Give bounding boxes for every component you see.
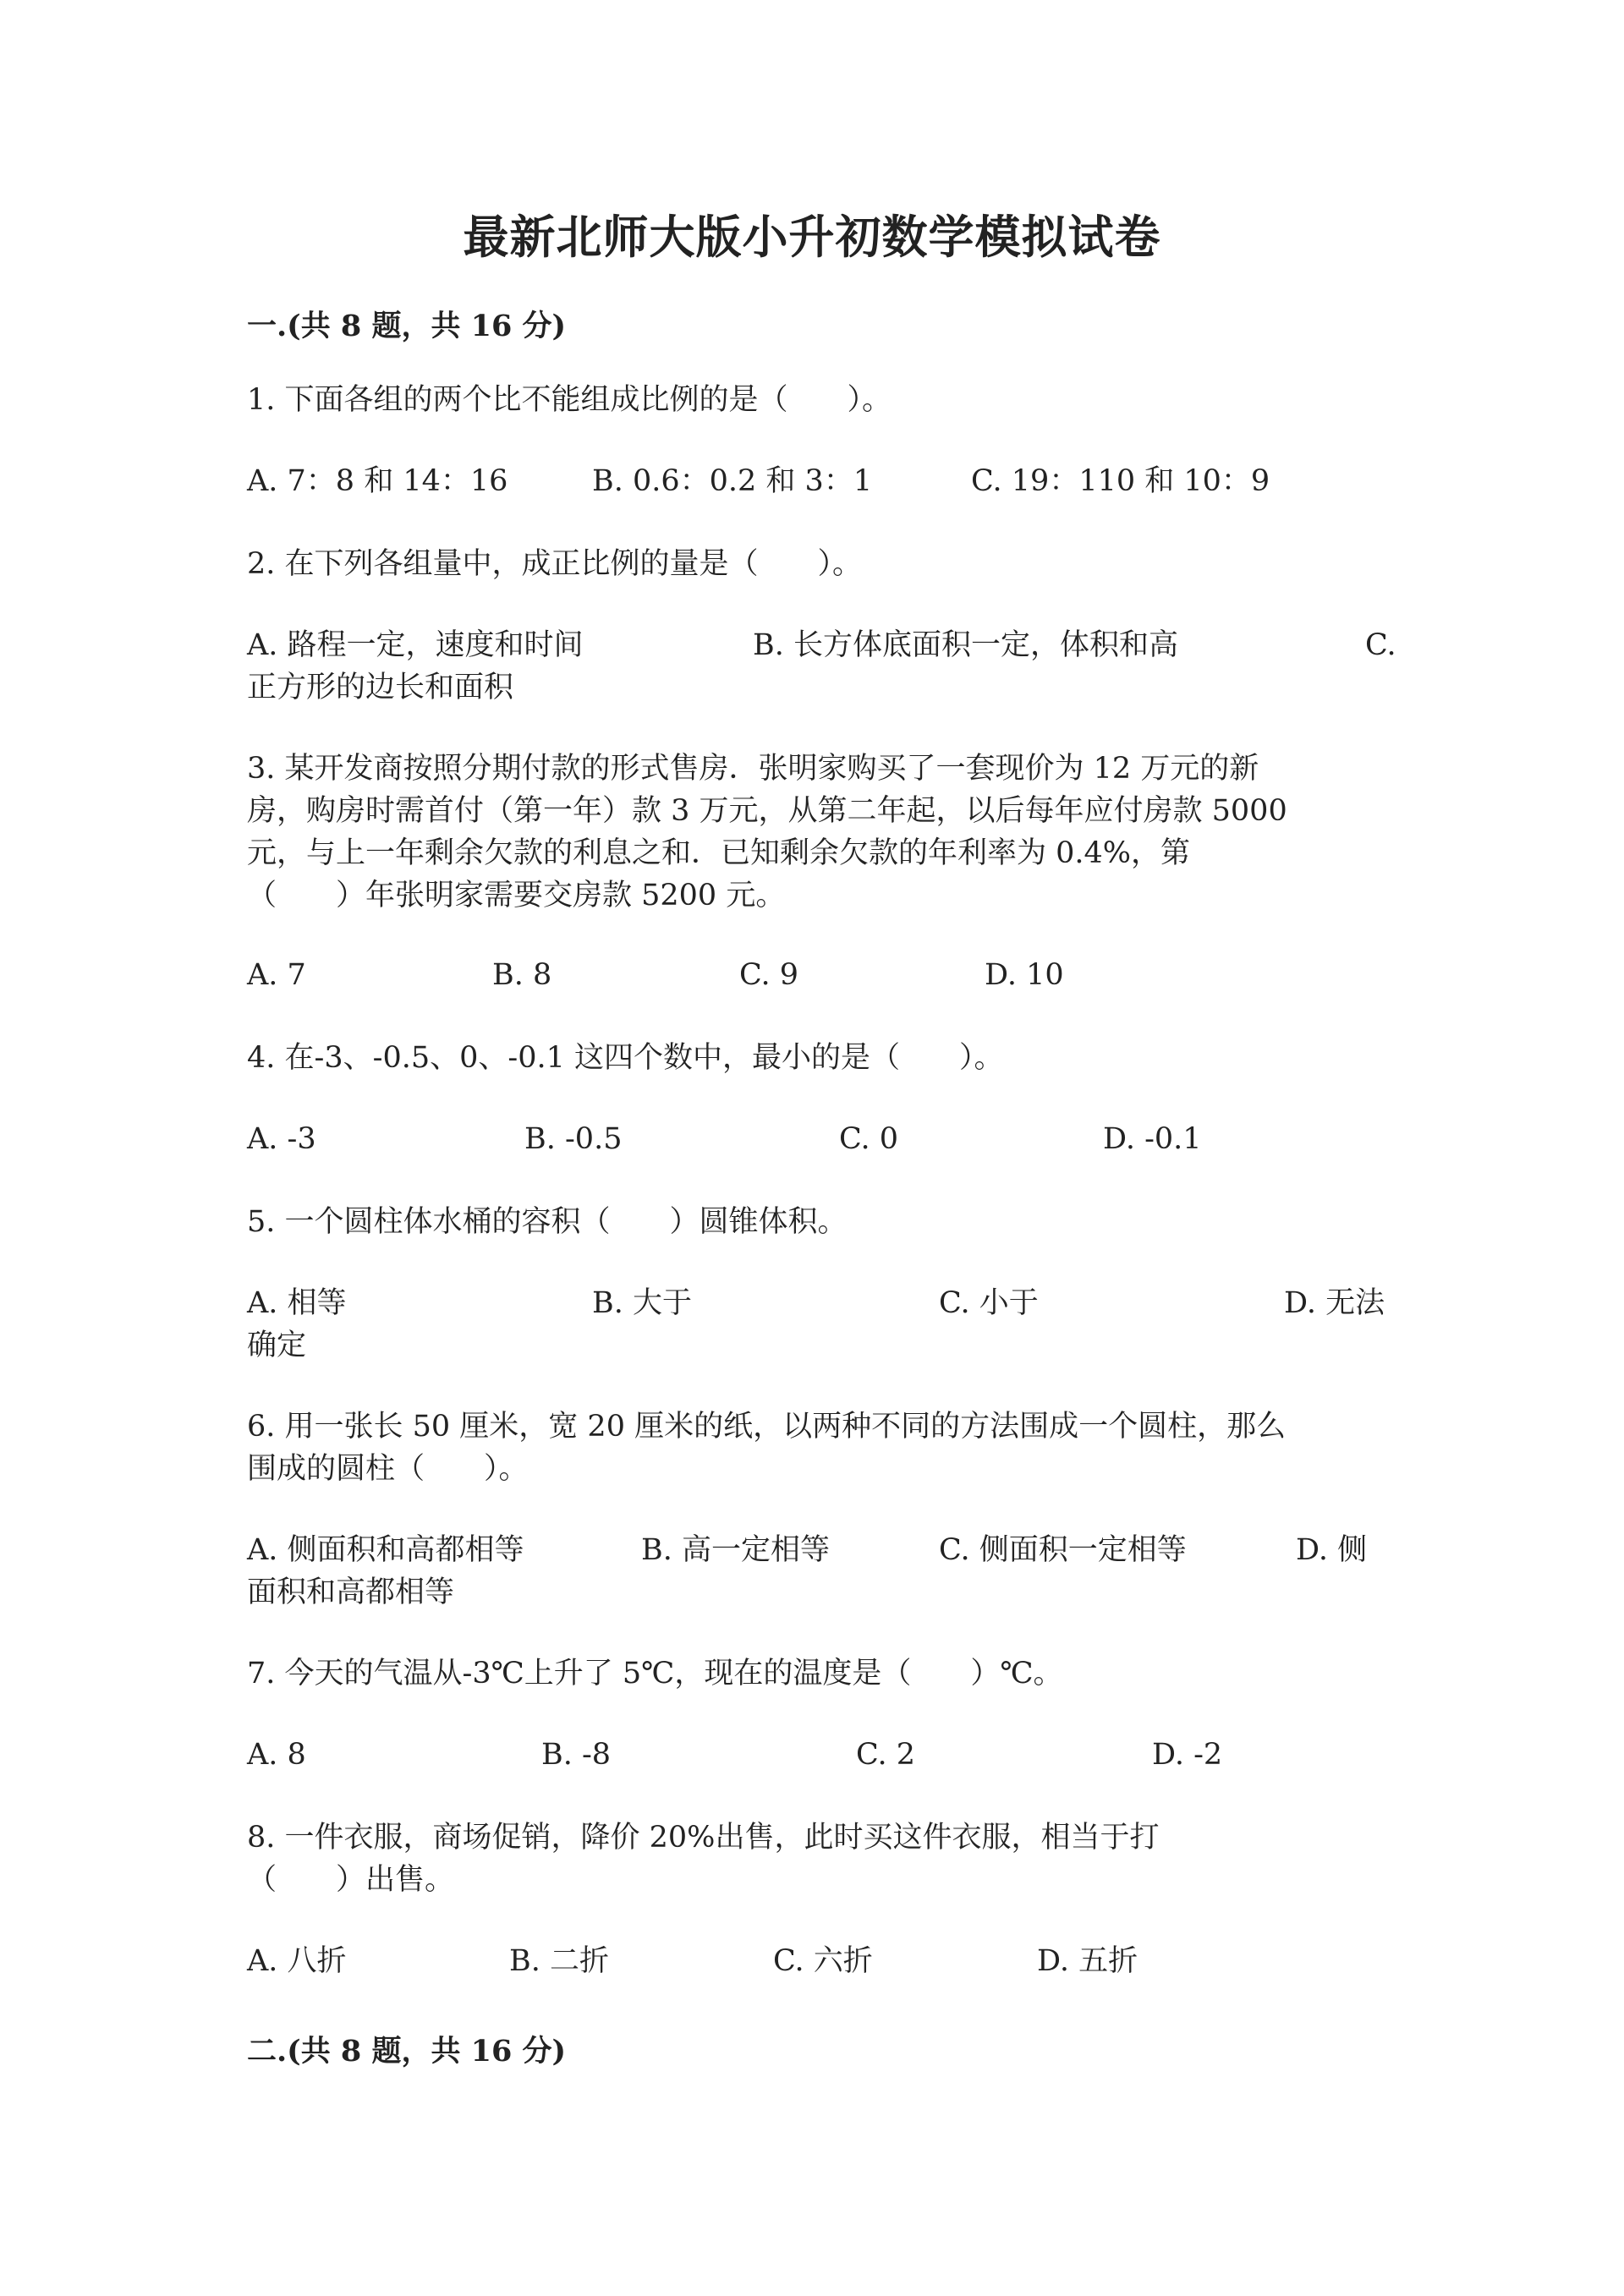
- question-8-options: [247, 1940, 1406, 1982]
- question-3-options: [247, 954, 1406, 996]
- question-3-line-4: （ ）年张明家需要交房款 5200 元。: [247, 879, 786, 912]
- option-c: C. 小于: [939, 1286, 1039, 1320]
- question-4: 4. 在-3、-0.5、0、-0.1 这四个数中，最小的是（ ）。: [247, 1041, 1004, 1075]
- page-title: 最新北师大版小升初数学模拟试卷: [463, 210, 1161, 264]
- option-a: A. 8: [247, 1738, 306, 1772]
- question-3-line-3: 元，与上一年剩余欠款的利息之和．已知剩余欠款的年利率为 0.4%，第: [247, 836, 1191, 870]
- option-c: C. 9: [739, 958, 799, 992]
- option-b: B. 长方体底面积一定，体积和高: [753, 628, 1178, 662]
- option-c: C.: [1365, 628, 1396, 662]
- option-d: D. 10: [985, 958, 1064, 992]
- option-b: B. 8: [492, 958, 552, 992]
- option-a: A. -3: [247, 1122, 316, 1156]
- option-d: D. -2: [1152, 1738, 1223, 1772]
- question-5-options: [247, 1282, 1406, 1324]
- option-c: C. 六折: [773, 1944, 873, 1978]
- option-c: C. 2: [856, 1738, 916, 1772]
- option-c: C. 0: [839, 1122, 899, 1156]
- option-a: A. 相等: [247, 1286, 347, 1320]
- option-a: A. 路程一定，速度和时间: [247, 628, 584, 662]
- question-6-line-2: 围成的圆柱（ ）。: [247, 1452, 529, 1486]
- option-b: B. 高一定相等: [641, 1533, 830, 1567]
- question-6-option-d-wrap: 面积和高都相等: [247, 1575, 455, 1609]
- question-4-options: [247, 1118, 1406, 1160]
- question-1-options: [247, 460, 1406, 502]
- option-a: A. 7：8 和 14：16: [247, 464, 508, 498]
- question-6-options: [247, 1529, 1406, 1571]
- question-3-line-2: 房，购房时需首付（第一年）款 3 万元，从第二年起，以后每年应付房款 5000: [247, 794, 1287, 828]
- option-b: B. 大于: [592, 1286, 692, 1320]
- question-8-line-1: 8. 一件衣服，商场促销，降价 20%出售，此时买这件衣服，相当于打: [247, 1821, 1160, 1855]
- option-d: D. 侧: [1296, 1533, 1368, 1567]
- question-7: 7. 今天的气温从-3℃上升了 5℃，现在的温度是（ ）℃。: [247, 1657, 1063, 1690]
- question-1: 1. 下面各组的两个比不能组成比例的是（ ）。: [247, 383, 892, 417]
- section-2-heading: 二.(共 8 题，共 16 分): [247, 2034, 567, 2069]
- option-a: A. 侧面积和高都相等: [247, 1533, 524, 1567]
- question-7-options: [247, 1734, 1406, 1776]
- question-8-line-2: （ ）出售。: [247, 1863, 455, 1897]
- option-c: C. 19：110 和 10：9: [971, 464, 1270, 498]
- option-b: B. 0.6：0.2 和 3：1: [592, 464, 873, 498]
- option-b: B. -0.5: [524, 1122, 623, 1156]
- question-3: [247, 748, 1406, 917]
- question-6-line-1: 6. 用一张长 50 厘米，宽 20 厘米的纸，以两种不同的方法围成一个圆柱，那么: [247, 1410, 1287, 1444]
- question-2-option-c-wrap: 正方形的边长和面积: [247, 671, 514, 704]
- question-8: [247, 1817, 1406, 1901]
- question-2-options: [247, 624, 1406, 666]
- option-a: A. 7: [247, 958, 306, 992]
- option-a: A. 八折: [247, 1944, 347, 1978]
- question-2: 2. 在下列各组量中，成正比例的量是（ ）。: [247, 547, 863, 581]
- question-5-option-d-wrap: 确定: [247, 1329, 307, 1362]
- option-b: B. 二折: [509, 1944, 609, 1978]
- option-b: B. -8: [541, 1738, 612, 1772]
- option-d: D. 五折: [1037, 1944, 1138, 1978]
- section-1-heading: 一.(共 8 题，共 16 分): [247, 309, 567, 343]
- option-d: D. 无法: [1284, 1286, 1385, 1320]
- question-5: 5. 一个圆柱体水桶的容积（ ）圆锥体积。: [247, 1205, 848, 1239]
- option-d: D. -0.1: [1103, 1122, 1202, 1156]
- question-3-line-1: 3. 某开发商按照分期付款的形式售房．张明家购买了一套现价为 12 万元的新: [247, 752, 1259, 786]
- question-6: [247, 1406, 1406, 1490]
- option-c: C. 侧面积一定相等: [939, 1533, 1187, 1567]
